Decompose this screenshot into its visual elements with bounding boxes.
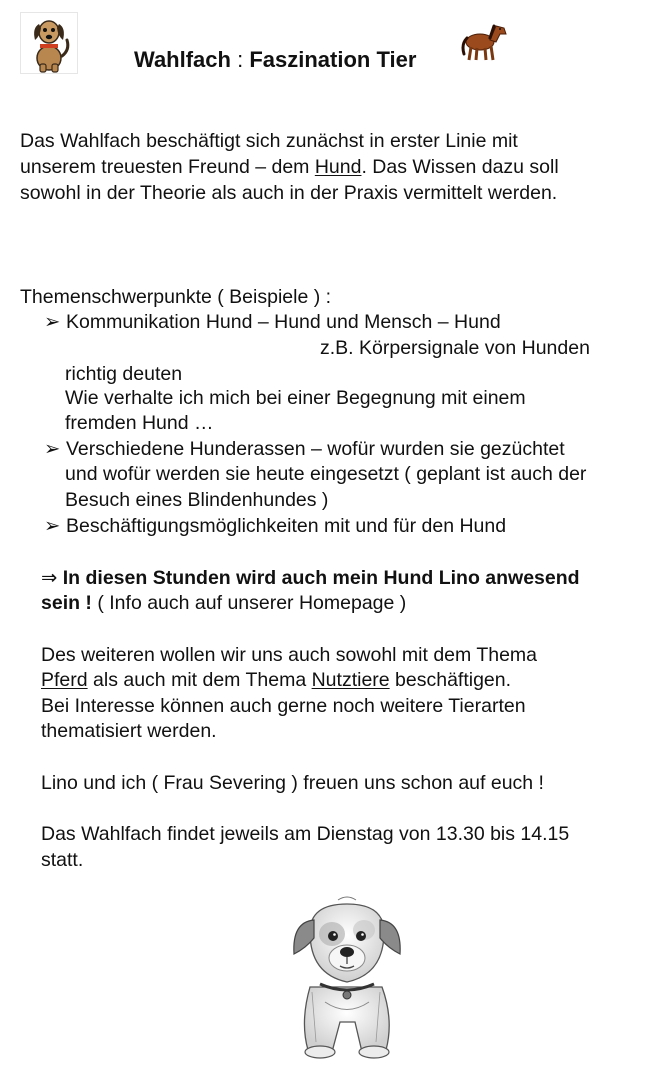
cartoon-horse-icon xyxy=(460,18,508,62)
weiteres-line-3: Bei Interesse können auch gerne noch weitere Tierarten xyxy=(41,695,526,717)
hund-link[interactable]: Hund xyxy=(314,156,362,178)
item1-line2: z.B. Körpersignale von Hunden xyxy=(320,337,590,359)
item2-line3: Besuch eines Blindenhundes ) xyxy=(65,489,329,511)
weiteres-line-4: thematisiert werden. xyxy=(41,720,217,742)
item1-line1: Kommunikation Hund – Hund und Mensch – Hund xyxy=(66,311,501,333)
bullet-arrow-icon: ➢ xyxy=(44,311,61,333)
themen-item-2 xyxy=(44,436,565,462)
note-bold-text: sein ! xyxy=(41,592,92,614)
item3-line1: Beschäftigungsmöglichkeiten mit und für den Hund xyxy=(66,515,507,537)
weiteres-line-1: Des weiteren wollen wir uns auch sowohl mit dem Thema xyxy=(41,644,538,666)
note-line-2 xyxy=(41,590,406,616)
item1-line3: richtig deuten xyxy=(65,363,183,385)
page-title xyxy=(134,47,416,73)
themen-heading: Themenschwerpunkte ( Beispiele ) : xyxy=(20,286,332,308)
note-line-1 xyxy=(41,565,580,591)
item1-line4: Wie verhalte ich mich bei einer Begegnung mit einem xyxy=(65,387,526,409)
greeting: Lino und ich ( Frau Severing ) freuen uns schon auf euch ! xyxy=(41,772,544,794)
themen-item-1 xyxy=(44,309,501,335)
intro-text: . Das Wissen dazu soll xyxy=(361,156,559,178)
item2-line1: Verschiedene Hunderassen – wofür wurden sie gezüchtet xyxy=(66,438,565,460)
cartoon-dog-icon xyxy=(20,12,78,74)
title-part2: Faszination Tier xyxy=(249,47,417,72)
schedule-line-1: Das Wahlfach findet jeweils am Dienstag von 13.30 bis 14.15 xyxy=(41,823,570,845)
themen-item-3 xyxy=(44,513,506,539)
weiteres-text: beschäftigen. xyxy=(389,669,512,691)
nutztiere-link[interactable]: Nutztiere xyxy=(311,669,390,691)
pferd-link[interactable]: Pferd xyxy=(41,669,88,691)
item1-line5: fremden Hund … xyxy=(65,412,214,434)
bullet-arrow-icon: ➢ xyxy=(44,438,61,460)
intro-line-3: sowohl in der Theorie als auch in der Praxis vermittelt werden. xyxy=(20,182,558,204)
bullet-arrow-icon: ➢ xyxy=(44,515,61,537)
puppy-sketch-illustration xyxy=(280,892,415,1062)
weiteres-text: als auch mit dem Thema xyxy=(87,669,312,691)
title-part1: Wahlfach xyxy=(134,47,231,72)
title-colon: : xyxy=(230,47,250,72)
item2-line2: und wofür werden sie heute eingesetzt ( geplant ist auch der xyxy=(65,463,587,485)
intro-line-1: Das Wahlfach beschäftigt sich zunächst in erster Linie mit xyxy=(20,130,518,152)
intro-text: unserem treuesten Freund – dem xyxy=(20,156,315,178)
note-bold-text: In diesen Stunden wird auch mein Hund Lino anwesend xyxy=(62,567,580,589)
weiteres-line-2 xyxy=(41,667,511,693)
intro-line-2 xyxy=(20,154,559,180)
double-arrow-icon: ⇒ xyxy=(41,567,58,589)
note-text: ( Info auch auf unserer Homepage ) xyxy=(91,592,407,614)
schedule-line-2: statt. xyxy=(41,849,84,871)
